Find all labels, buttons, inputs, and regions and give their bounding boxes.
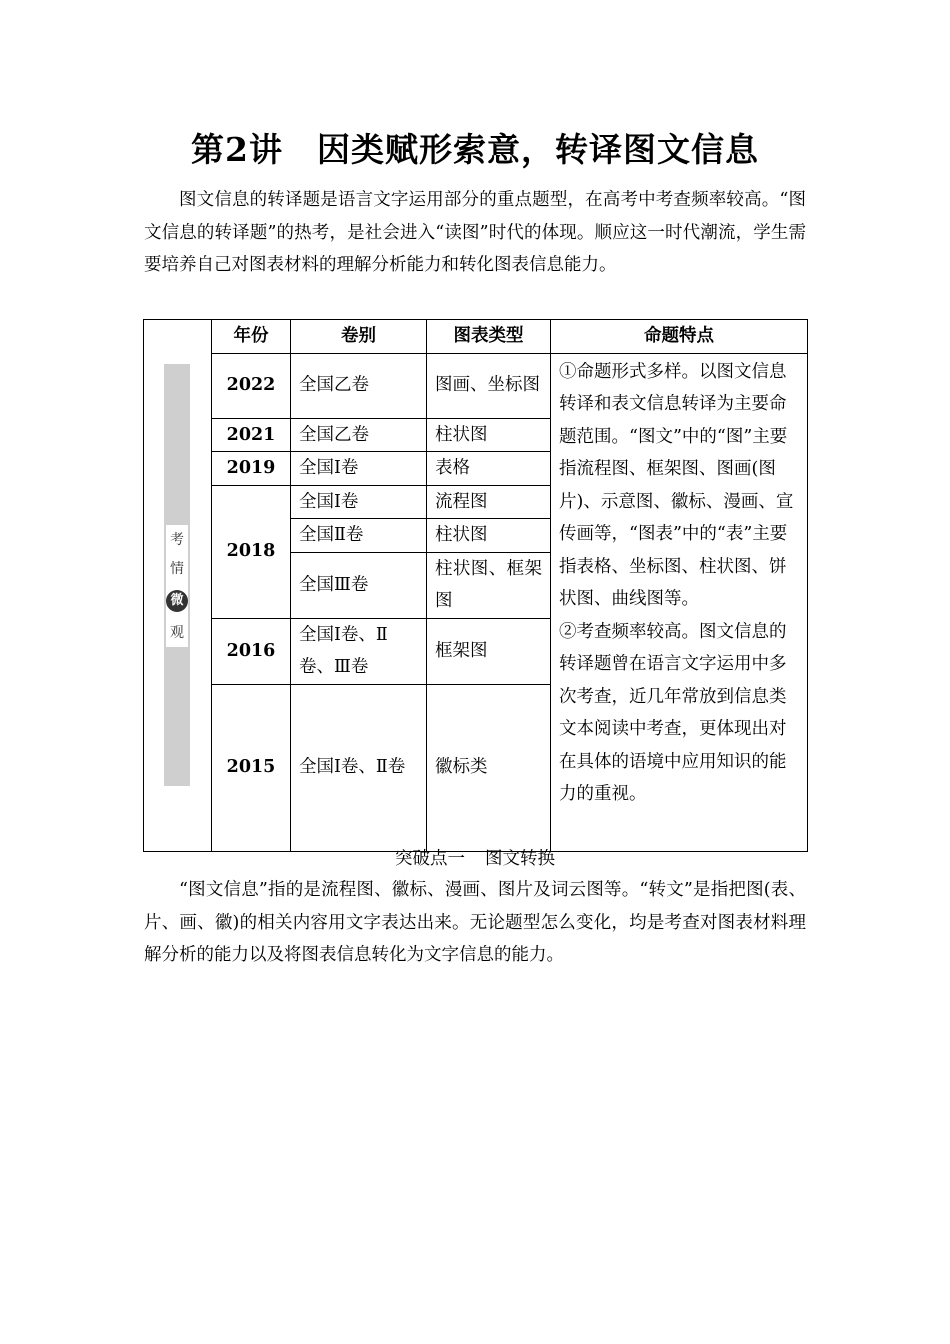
year-cell: 2022	[212, 353, 291, 418]
page-title	[0, 124, 950, 171]
type-cell: 流程图	[427, 485, 551, 519]
table-row	[144, 353, 808, 418]
type-cell: 柱状图	[427, 519, 551, 553]
sidebar-cell	[144, 320, 212, 852]
type-cell: 柱状图	[427, 418, 551, 452]
section-label: 突破点一	[395, 849, 465, 869]
body-paragraph: “图文信息”指的是流程图、徽标、漫画、图片及词云图等。“转文”是指把图(表、片、画、徽)的相关内容用文字表达出来。无论题型怎么变化，均是考查对图表材料理解分析的能力以及将图表信息转化为文字信息的能力。	[144, 880, 806, 965]
year-cell: 2018	[212, 485, 291, 618]
sidebar-label	[166, 525, 188, 647]
features-point-1: ①命题形式多样。以图文信息转译和表文信息转译为主要命题范围。“图文”中的“图”主要指流程图、框架图、图画(图片)、示意图、徽标、漫画、宣传画等，“图表”中的“表”主要指表格、坐标图、柱状图、饼状图、曲线图等。	[559, 361, 794, 609]
features-cell	[551, 353, 808, 852]
paper-cell: 全国Ⅲ卷	[291, 552, 427, 618]
exam-overview-table	[143, 319, 808, 852]
header-type: 图表类型	[427, 320, 551, 354]
lecture-topic: 因类赋形索意，转译图文信息	[316, 130, 759, 169]
type-cell: 柱状图、框架图	[427, 552, 551, 618]
paper-cell: 全国Ⅰ卷	[291, 485, 427, 519]
lecture-number: 第2讲	[191, 130, 283, 169]
section-heading	[0, 846, 950, 872]
sidebar-char: 观	[170, 624, 184, 641]
paper-cell: 全国Ⅰ卷、Ⅱ卷	[291, 684, 427, 851]
paper-cell: 全国乙卷	[291, 353, 427, 418]
year-cell: 2021	[212, 418, 291, 452]
type-cell: 图画、坐标图	[427, 353, 551, 418]
header-year: 年份	[212, 320, 291, 354]
header-paper: 卷别	[291, 320, 427, 354]
type-cell: 徽标类	[427, 684, 551, 851]
features-point-2: ②考查频率较高。图文信息的转译题曾在语言文字运用中多次考查，近几年常放到信息类文本阅读中考查，更体现出对在具体的语境中应用知识的能力的重视。	[559, 621, 787, 804]
year-cell: 2019	[212, 452, 291, 486]
year-cell: 2015	[212, 684, 291, 851]
sidebar-char-highlight: 微	[166, 590, 188, 612]
table-header-row	[144, 320, 808, 354]
year-cell: 2016	[212, 618, 291, 684]
type-cell: 框架图	[427, 618, 551, 684]
sidebar-char: 情	[170, 560, 184, 577]
type-cell: 表格	[427, 452, 551, 486]
paper-cell: 全国乙卷	[291, 418, 427, 452]
paper-cell: 全国Ⅰ卷	[291, 452, 427, 486]
intro-paragraph: 图文信息的转译题是语言文字运用部分的重点题型，在高考中考查频率较高。“图文信息的转译题”的热考，是社会进入“读图”时代的体现。顺应这一时代潮流，学生需要培养自己对图表材料的理解分析能力和转化图表信息能力。	[144, 190, 806, 275]
paper-cell: 全国Ⅰ卷、Ⅱ卷、Ⅲ卷	[291, 618, 427, 684]
header-features: 命题特点	[551, 320, 808, 354]
paper-cell: 全国Ⅱ卷	[291, 519, 427, 553]
sidebar-char: 考	[170, 531, 184, 548]
section-name: 图文转换	[485, 849, 555, 869]
